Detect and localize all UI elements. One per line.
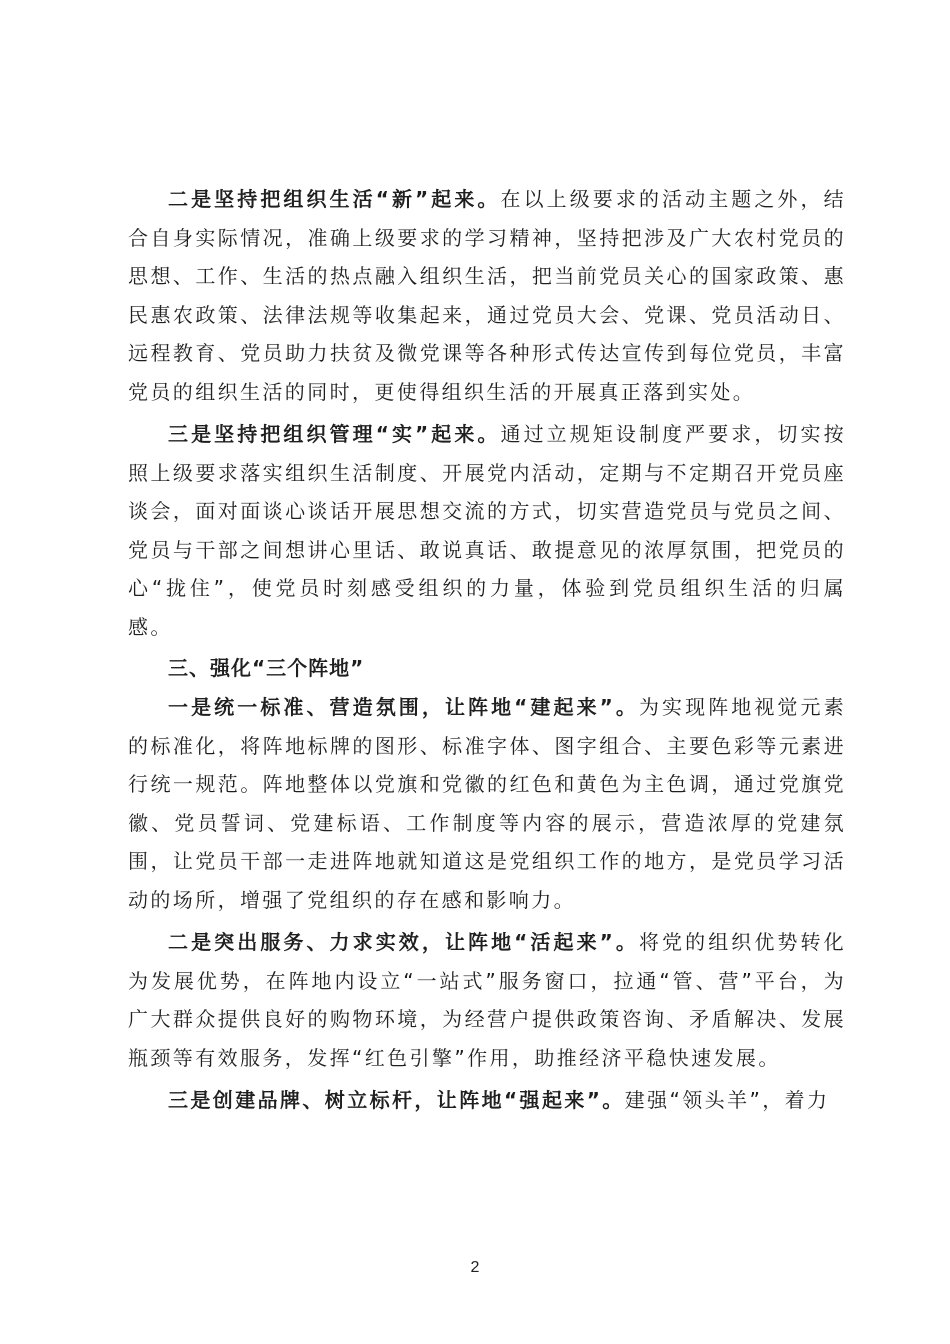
- paragraph-brand-building: [128, 1081, 846, 1120]
- page-number: 2: [470, 1259, 480, 1276]
- paragraph-lead: 二是坚持把组织生活“新”起来。: [168, 187, 501, 211]
- paragraph-lead: 一是统一标准、营造氛围，让阵地“建起来”。: [168, 695, 639, 719]
- paragraph-text: 将党的组织优势转化为发展优势，在阵地内设立“一站式”服务窗口，拉通“管、营”平台，为广大群众提供良好的购物环境，为经营户提供政策咨询、矛盾解决、发展瓶颈等有效服务，发挥“红色引擎”作用，助推经济平稳快速发展。: [128, 930, 846, 1070]
- paragraph-lead: 三是坚持把组织管理“实”起来。: [168, 422, 501, 446]
- paragraph-text: 在以上级要求的活动主题之外，结合自身实际情况，准确上级要求的学习精神，坚持把涉及广大农村党员的思想、工作、生活的热点融入组织生活，把当前党员关心的国家政策、惠民惠农政策、法律法规等收集起来，通过党员大会、党课、党员活动日、远程教育、党员助力扶贫及微党课等各种形式传达宣传到每位党员，丰富党员的组织生活的同时，更使得组织生活的开展真正落到实处。: [128, 187, 846, 404]
- section-heading: 三、强化“三个阵地”: [168, 656, 365, 680]
- paragraph-organization-life: [128, 180, 846, 411]
- paragraph-text: 通过立规矩设制度严要求，切实按照上级要求落实组织生活制度、开展党内活动，定期与不定期召开党员座谈会，面对面谈心谈话开展思想交流的方式，切实营造党员与党员之间、党员与干部之间想讲心里话、敢说真话、敢提意见的浓厚氛围，把党员的心“拢住”，使党员时刻感受组织的力量，体验到党员组织生活的归属感。: [128, 422, 846, 639]
- paragraph-lead: 三是创建品牌、树立标杆，让阵地“强起来”。: [168, 1088, 625, 1112]
- paragraph-organization-management: [128, 415, 846, 646]
- document-body: [128, 180, 846, 1120]
- paragraph-lead: 二是突出服务、力求实效，让阵地“活起来”。: [168, 930, 639, 954]
- paragraph-unified-standard: [128, 688, 846, 919]
- paragraph-text: 建强“领头羊”，着力: [624, 1088, 830, 1112]
- paragraph-service-focus: [128, 923, 846, 1077]
- paragraph-text: 为实现阵地视觉元素的标准化，将阵地标牌的图形、标准字体、图字组合、主要色彩等元素进行统一规范。阵地整体以党旗和党徽的红色和黄色为主色调，通过党旗党徽、党员誓词、党建标语、工作制度等内容的展示，营造浓厚的党建氛围，让党员干部一走进阵地就知道这是党组织工作的地方，是党员学习活动的场所，增强了党组织的存在感和影响力。: [128, 695, 846, 912]
